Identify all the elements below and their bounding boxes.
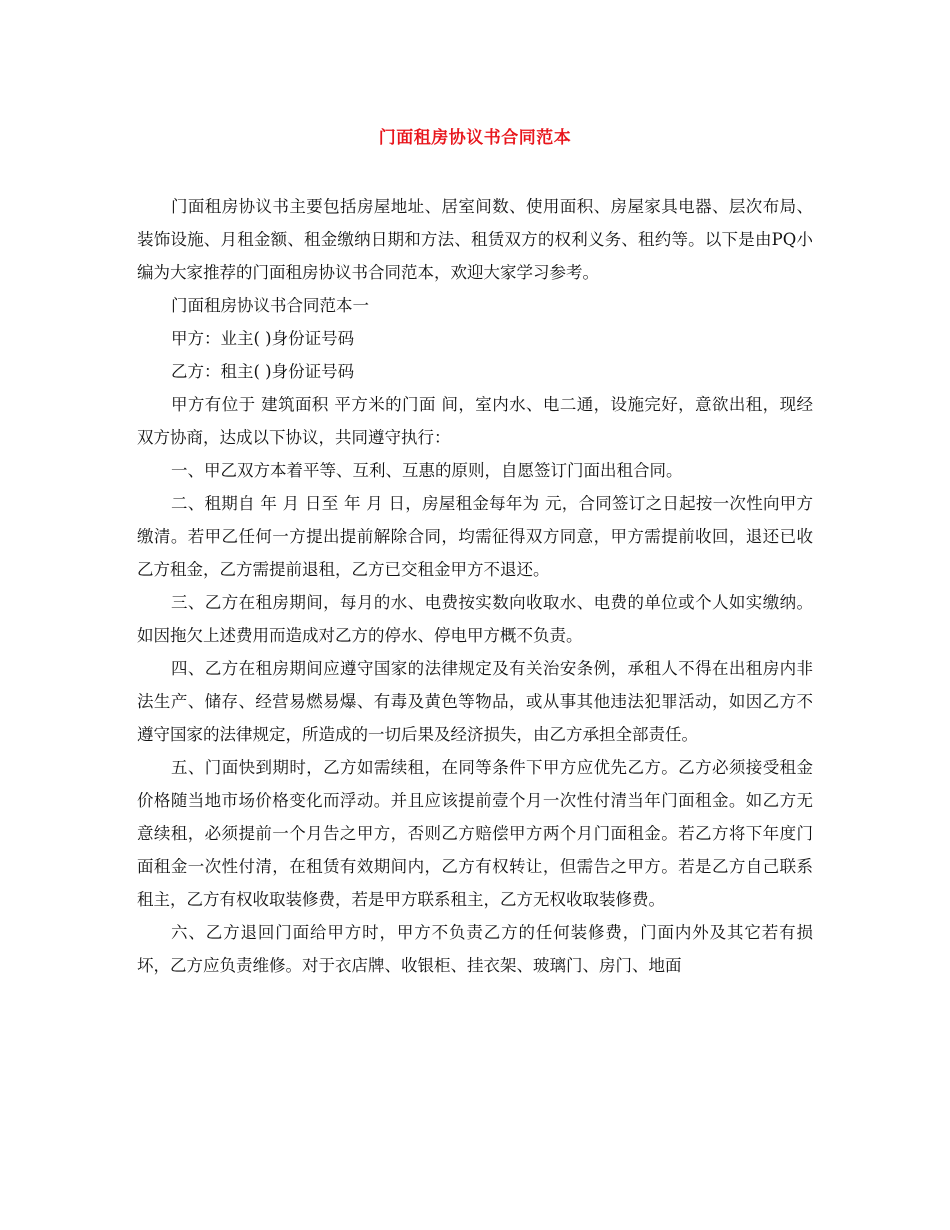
paragraph-section-heading: 门面租房协议书合同范本一 xyxy=(171,296,369,315)
paragraph-intro: 门面租房协议书主要包括房屋地址、居室间数、使用面积、房屋家具电器、层次布局、装饰设施、月租金额、租金缴纳日期和方法、租赁双方的权利义务、租约等。以下是由PQ小编为大家推荐的门面租房协议书合同范本，欢迎大家学习参考。 xyxy=(137,197,813,282)
document-title: 门面租房协议书合同范本 xyxy=(378,128,572,148)
paragraph-clause-6: 六、乙方退回门面给甲方时，甲方不负责乙方的任何装修费，门面内外及其它若有损坏，乙方应负责维修。对于衣店牌、收银柜、挂衣架、玻璃门、房门、地面 xyxy=(137,923,813,975)
paragraph-clause-2: 二、租期自 年 月 日至 年 月 日，房屋租金每年为 元，合同签订之日起按一次性向甲方缴清。若甲乙任何一方提出提前解除合同，均需征得双方同意，甲方需提前收回，退还已收乙方租金，乙方需提前退租，乙方已交租金甲方不退还。 xyxy=(137,494,813,579)
paragraph-clause-5: 五、门面快到期时，乙方如需续租，在同等条件下甲方应优先乙方。乙方必须接受租金价格随当地市场价格变化而浮动。并且应该提前壹个月一次性付清当年门面租金。如乙方无意续租，必须提前一个月告之甲方，否则乙方赔偿甲方两个月门面租金。若乙方将下年度门面租金一次性付清，在租赁有效期间内，乙方有权转让，但需告之甲方。若是乙方自己联系租主，乙方有权收取装修费，若是甲方联系租主，乙方无权收取装修费。 xyxy=(137,758,813,909)
paragraph-party-a: 甲方：业主( )身份证号码 xyxy=(171,329,355,348)
paragraph-clause-3: 三、乙方在租房期间，每月的水、电费按实数向收取水、电费的单位或个人如实缴纳。如因拖欠上述费用而造成对乙方的停水、停电甲方概不负责。 xyxy=(137,593,813,645)
paragraph-premises: 甲方有位于 建筑面积 平方米的门面 间，室内水、电二通，设施完好，意欲出租，现经双方协商，达成以下协议，共同遵守执行： xyxy=(137,395,813,447)
paragraph-clause-4: 四、乙方在租房期间应遵守国家的法律规定及有关治安条例，承租人不得在出租房内非法生产、储存、经营易燃易爆、有毒及黄色等物品，或从事其他违法犯罪活动，如因乙方不遵守国家的法律规定，所造成的一切后果及经济损失，由乙方承担全部责任。 xyxy=(137,659,813,744)
paragraph-party-b: 乙方：租主( )身份证号码 xyxy=(171,362,355,381)
document-body xyxy=(137,190,813,982)
paragraph-clause-1: 一、甲乙双方本着平等、互利、互惠的原则，自愿签订门面出租合同。 xyxy=(171,461,683,480)
